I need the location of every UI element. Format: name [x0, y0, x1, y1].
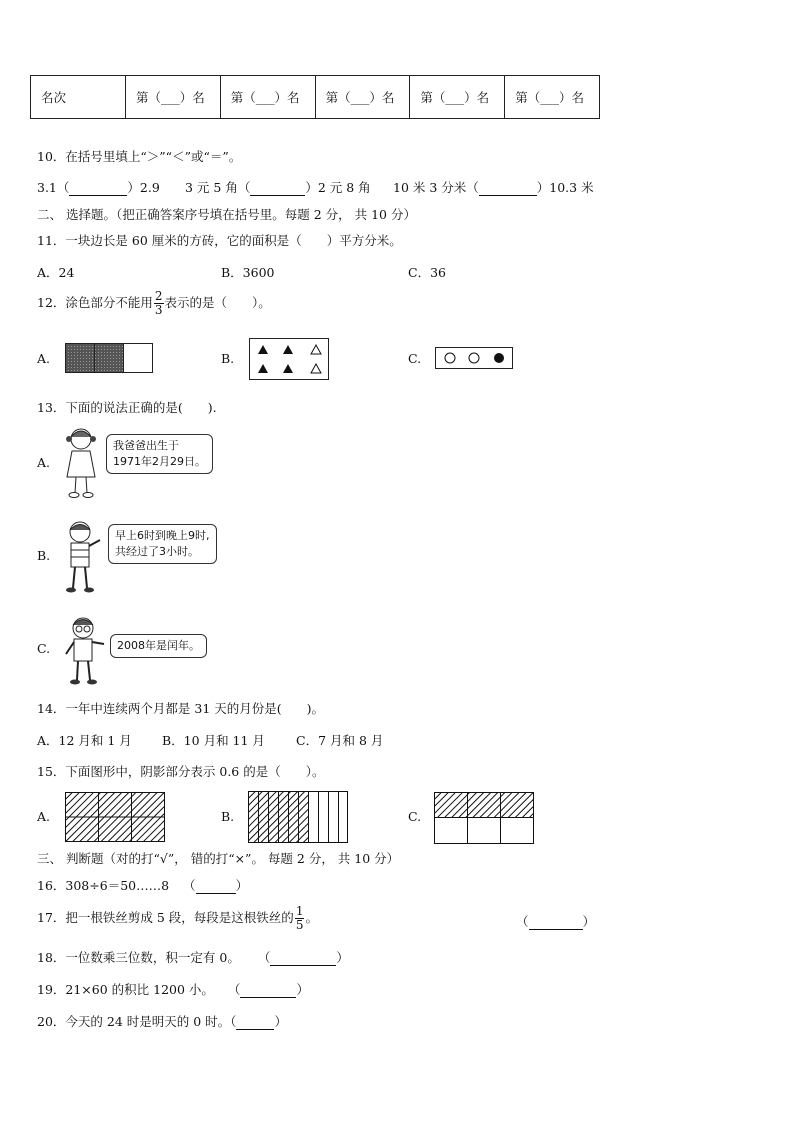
paren-left: （ [183, 878, 196, 893]
rank-cell: 第（___）名 [220, 76, 315, 119]
q10-item-2-right: ）2 元 8 角 [305, 180, 371, 195]
q12-figure-a [65, 343, 153, 373]
q10-item-3 [393, 178, 594, 196]
speech-bubble-c [110, 634, 207, 658]
q10-item-1-right: ）2.9 [127, 180, 160, 195]
q15-label-c[interactable]: C. [408, 809, 422, 824]
bubble-c-line-1: 2008年是闰年。 [117, 639, 200, 652]
frac-den: 5 [295, 918, 304, 932]
answer-blank[interactable] [236, 1017, 274, 1030]
q10-item-3-left: 10 米 3 分米（ [393, 180, 479, 195]
q15-label-a[interactable]: A. [37, 809, 51, 824]
rank-table [30, 75, 600, 119]
q11-option-c[interactable]: C．36 [408, 265, 446, 280]
boy-with-glasses-icon [62, 614, 108, 689]
bubble-a-line-1: 我爸爸出生于 [113, 439, 179, 452]
answer-blank[interactable] [250, 183, 305, 196]
paren-left: （ [257, 950, 271, 965]
q12-stem [37, 290, 271, 317]
q15-stem: 15．下面图形中，阴影部分表示 0.6 的是（ ）。 [37, 764, 325, 779]
paren-left: （ [516, 914, 529, 929]
q13-label-b[interactable]: B. [37, 548, 51, 563]
q18-text: 18．一位数乘三位数，积一定有 0。 [37, 950, 240, 965]
q10-item-2-left: 3 元 5 角（ [185, 180, 251, 195]
q15-figure-c [434, 792, 534, 844]
paren-right: ） [336, 950, 349, 965]
boy-figure-icon [60, 518, 104, 596]
q19 [37, 980, 309, 998]
answer-blank[interactable] [529, 917, 583, 930]
frac-num: 2 [154, 289, 163, 303]
paren-right: ） [235, 878, 249, 893]
bubble-b-line-1: 早上6时到晚上9时, [115, 529, 210, 542]
q12-figure-c [435, 347, 513, 369]
q13-label-a[interactable]: A. [37, 455, 51, 470]
bubble-b-line-2: 共经过了3小时。 [115, 545, 199, 558]
answer-blank[interactable] [479, 183, 537, 196]
paren-left: （ [230, 1014, 237, 1029]
answer-blank[interactable] [270, 953, 336, 966]
speech-bubble-b [108, 524, 217, 564]
q19-text: 19．21×60 的积比 1200 小。 [37, 982, 214, 997]
q10-item-2 [185, 178, 371, 196]
q10-item-3-right: ）10.3 米 [536, 180, 594, 195]
q10-item-1-left: 3.1（ [37, 180, 70, 195]
q12-figure-b [249, 338, 329, 380]
q12-stem-after: 表示的是（ ）。 [164, 295, 271, 310]
rank-cell: 第（___）名 [505, 76, 600, 119]
rank-cell: 第（___）名 [410, 76, 505, 119]
q14-stem: 14．一年中连续两个月都是 31 天的月份是( )。 [37, 701, 325, 716]
q10-item-1 [37, 178, 160, 196]
q15-figure-a [65, 792, 165, 842]
q17-answer [516, 912, 595, 930]
q20-text: 20．今天的 24 时是明天的 0 时。 [37, 1014, 231, 1029]
q17-end: 。 [305, 910, 318, 925]
q10-title: 10．在括号里填上“＞”“＜”或“＝”。 [37, 149, 242, 164]
paren-right: ） [582, 914, 596, 929]
q14-option-b[interactable]: B．10 月和 11 月 [162, 733, 265, 748]
fraction-two-thirds [154, 290, 164, 317]
q13-label-c[interactable]: C. [37, 641, 51, 656]
frac-num: 1 [295, 904, 304, 918]
rank-cell: 第（___）名 [126, 76, 221, 119]
q14-option-a[interactable]: A．12 月和 1 月 [37, 733, 132, 748]
q15-label-b[interactable]: B. [221, 809, 235, 824]
q16 [37, 876, 248, 894]
frac-den: 3 [154, 303, 163, 317]
q12-stem-before: 12．涂色部分不能用 [37, 295, 153, 310]
q12-label-b[interactable]: B. [221, 351, 235, 366]
speech-bubble-a [106, 434, 213, 474]
q14-option-c[interactable]: C．7 月和 8 月 [296, 733, 384, 748]
paren-right: ） [274, 1014, 287, 1029]
answer-blank[interactable] [69, 183, 127, 196]
answer-blank[interactable] [240, 985, 296, 998]
q17-text: 17．把一根铁丝剪成 5 段，每段是这根铁丝的 [37, 910, 294, 925]
q17 [37, 905, 318, 932]
q11-option-b[interactable]: B．3600 [221, 265, 275, 280]
q18 [37, 948, 349, 966]
rank-header: 名次 [31, 76, 126, 119]
fraction-one-fifth [295, 905, 305, 932]
section-2-heading: 二、 选择题。（把正确答案序号填在括号里。每题 2 分， 共 10 分） [37, 207, 416, 222]
q11-option-a[interactable]: A．24 [37, 265, 75, 280]
bubble-a-line-2: 1971年2月29日。 [113, 455, 206, 468]
paren-left: （ [227, 982, 241, 997]
girl-figure-icon [62, 425, 102, 500]
q16-text: 16．308÷6＝50……8 [37, 878, 170, 893]
q20 [37, 1012, 287, 1030]
q13-stem: 13．下面的说法正确的是( ). [37, 400, 217, 415]
answer-blank[interactable] [196, 881, 236, 894]
q15-figure-b [248, 791, 348, 843]
q12-label-a[interactable]: A. [37, 351, 51, 366]
q11-stem: 11．一块边长是 60 厘米的方砖，它的面积是（ ）平方分米。 [37, 233, 402, 248]
q12-label-c[interactable]: C. [408, 351, 422, 366]
rank-cell: 第（___）名 [315, 76, 410, 119]
section-3-heading: 三、 判断题（对的打“√”， 错的打“×”。 每题 2 分， 共 10 分） [37, 851, 400, 866]
paren-right: ） [296, 982, 309, 997]
